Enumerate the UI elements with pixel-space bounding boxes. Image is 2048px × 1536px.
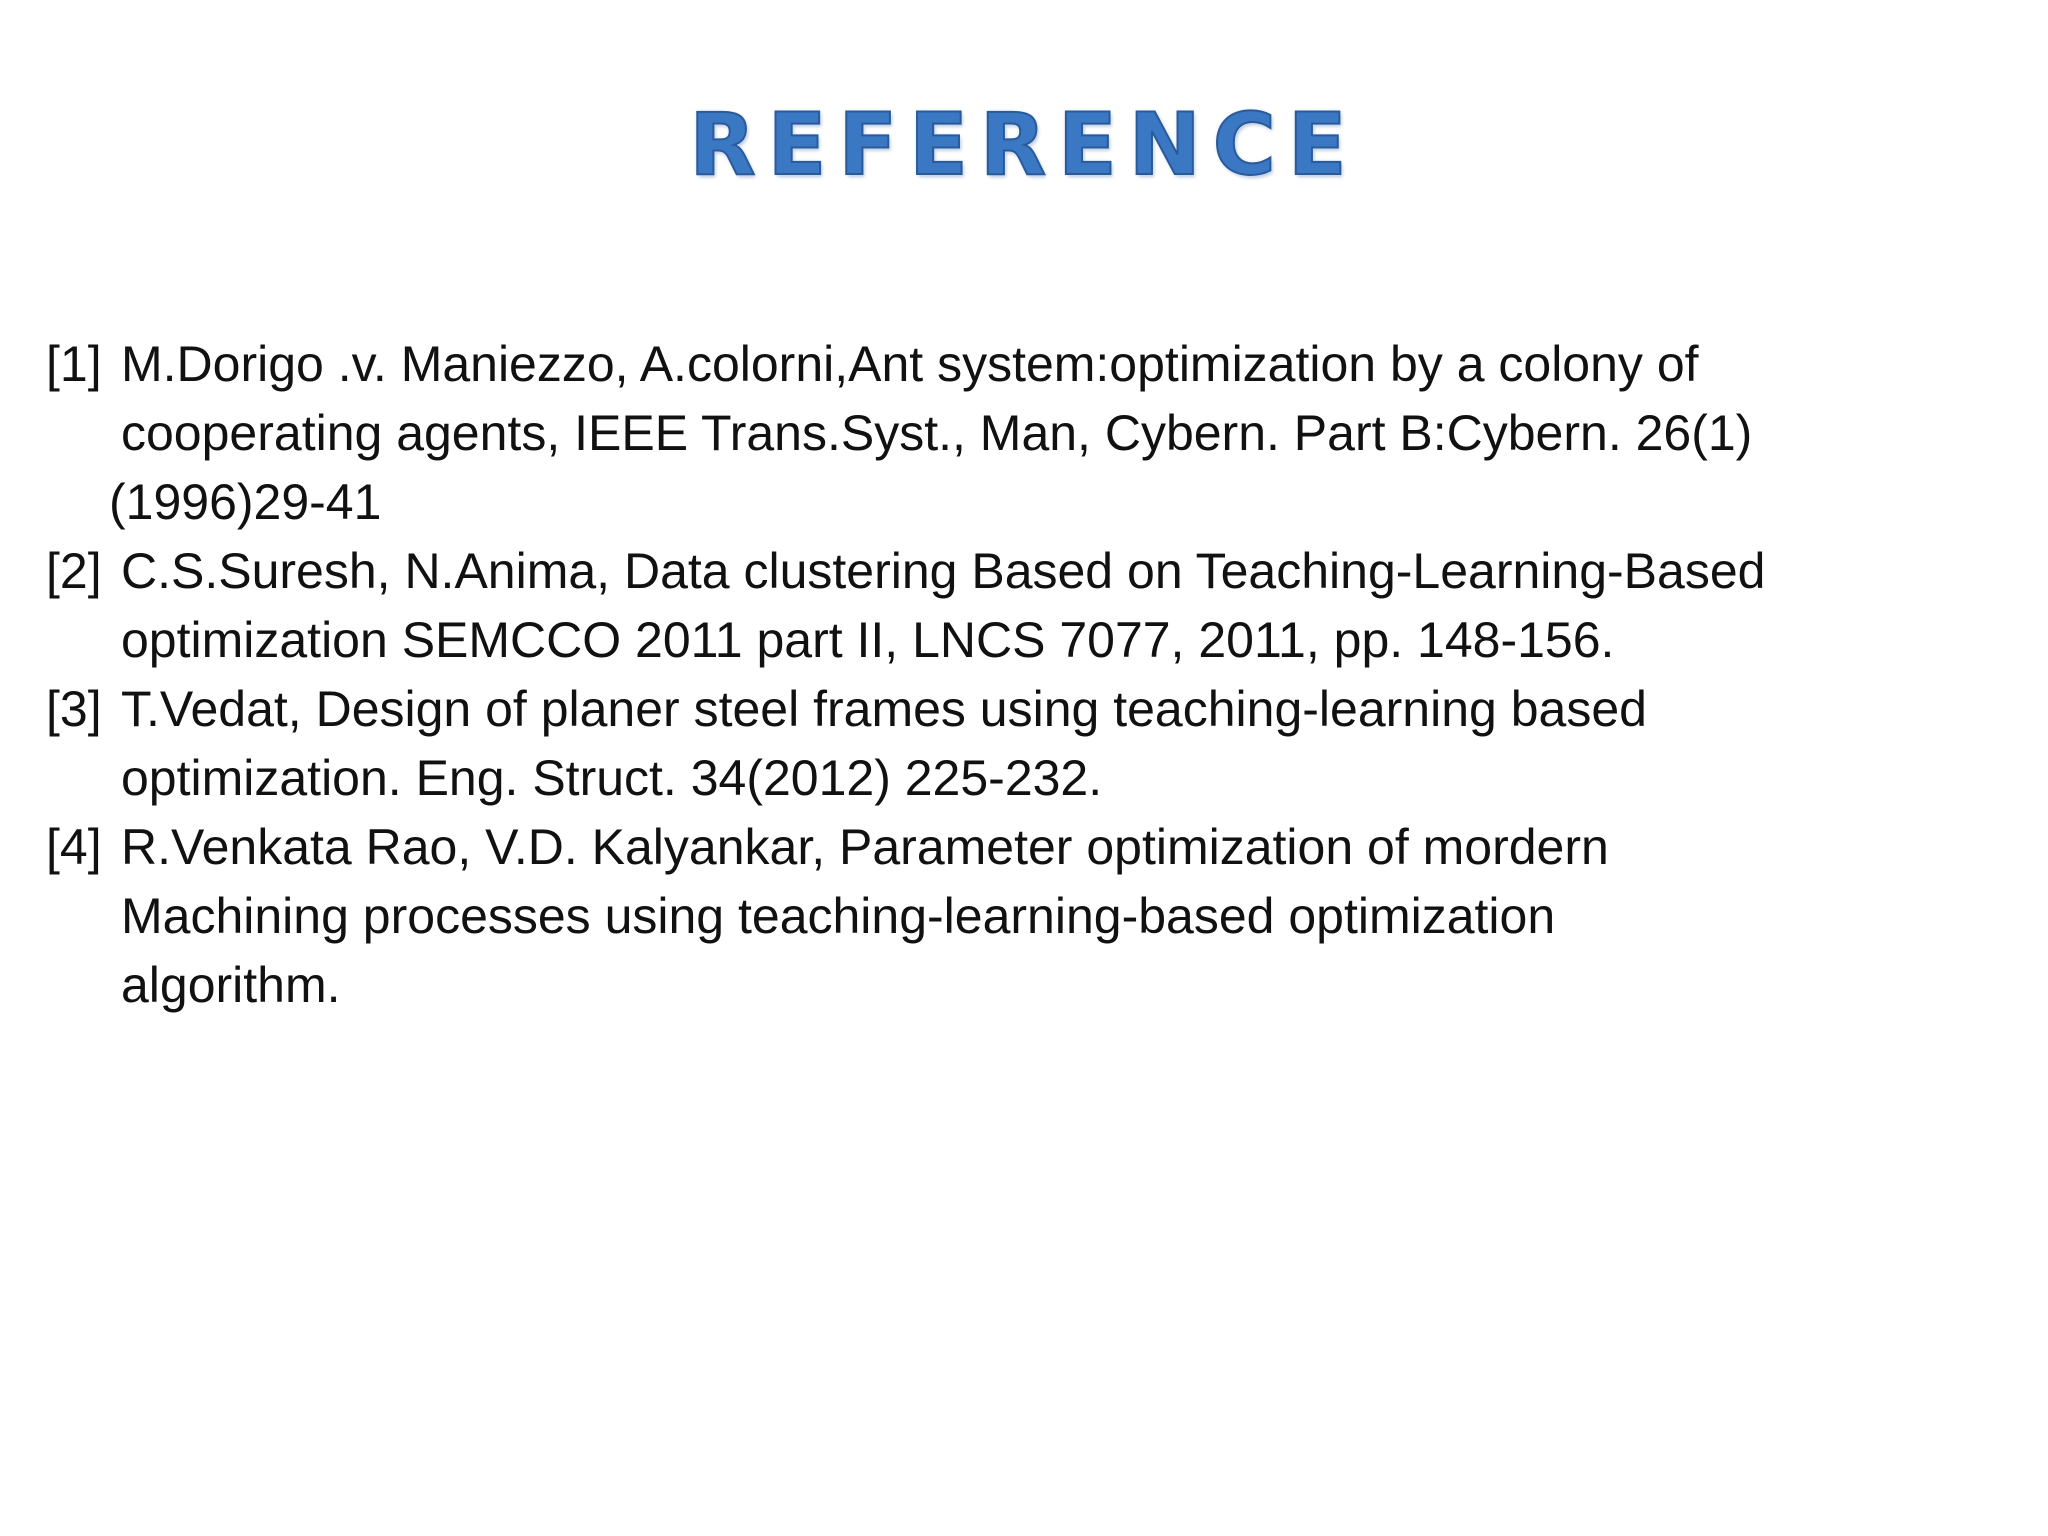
reference-number: [4] xyxy=(46,819,102,875)
reference-line: optimization. Eng. Struct. 34(2012) 225-232. xyxy=(121,750,1103,806)
reference-item-2 xyxy=(46,537,1946,675)
reference-line: optimization SEMCCO 2011 part II, LNCS 7077, 2011, pp. 148-156. xyxy=(121,612,1615,668)
slide-title: REFERENCE xyxy=(689,95,1359,195)
reference-line: (1996)29-41 xyxy=(109,474,382,530)
reference-item-4 xyxy=(46,813,1946,1020)
reference-line: cooperating agents, IEEE Trans.Syst., Man, Cybern. Part B:Cybern. 26(1) xyxy=(121,405,1753,461)
reference-line: T.Vedat, Design of planer steel frames using teaching-learning based xyxy=(121,681,1647,737)
reference-item-1 xyxy=(46,330,1946,537)
reference-number: [2] xyxy=(46,543,102,599)
reference-list xyxy=(46,330,1946,1020)
reference-line: C.S.Suresh, N.Anima, Data clustering Based on Teaching-Learning-Based xyxy=(121,543,1766,599)
reference-line: R.Venkata Rao, V.D. Kalyankar, Parameter optimization of mordern xyxy=(121,819,1609,875)
reference-line: M.Dorigo .v. Maniezzo, A.colorni,Ant system:optimization by a colony of xyxy=(121,336,1699,392)
reference-item-3 xyxy=(46,675,1946,813)
reference-line: Machining processes using teaching-learning-based optimization xyxy=(121,888,1556,944)
reference-line: algorithm. xyxy=(121,957,341,1013)
reference-number: [1] xyxy=(46,336,102,392)
reference-number: [3] xyxy=(46,681,102,737)
